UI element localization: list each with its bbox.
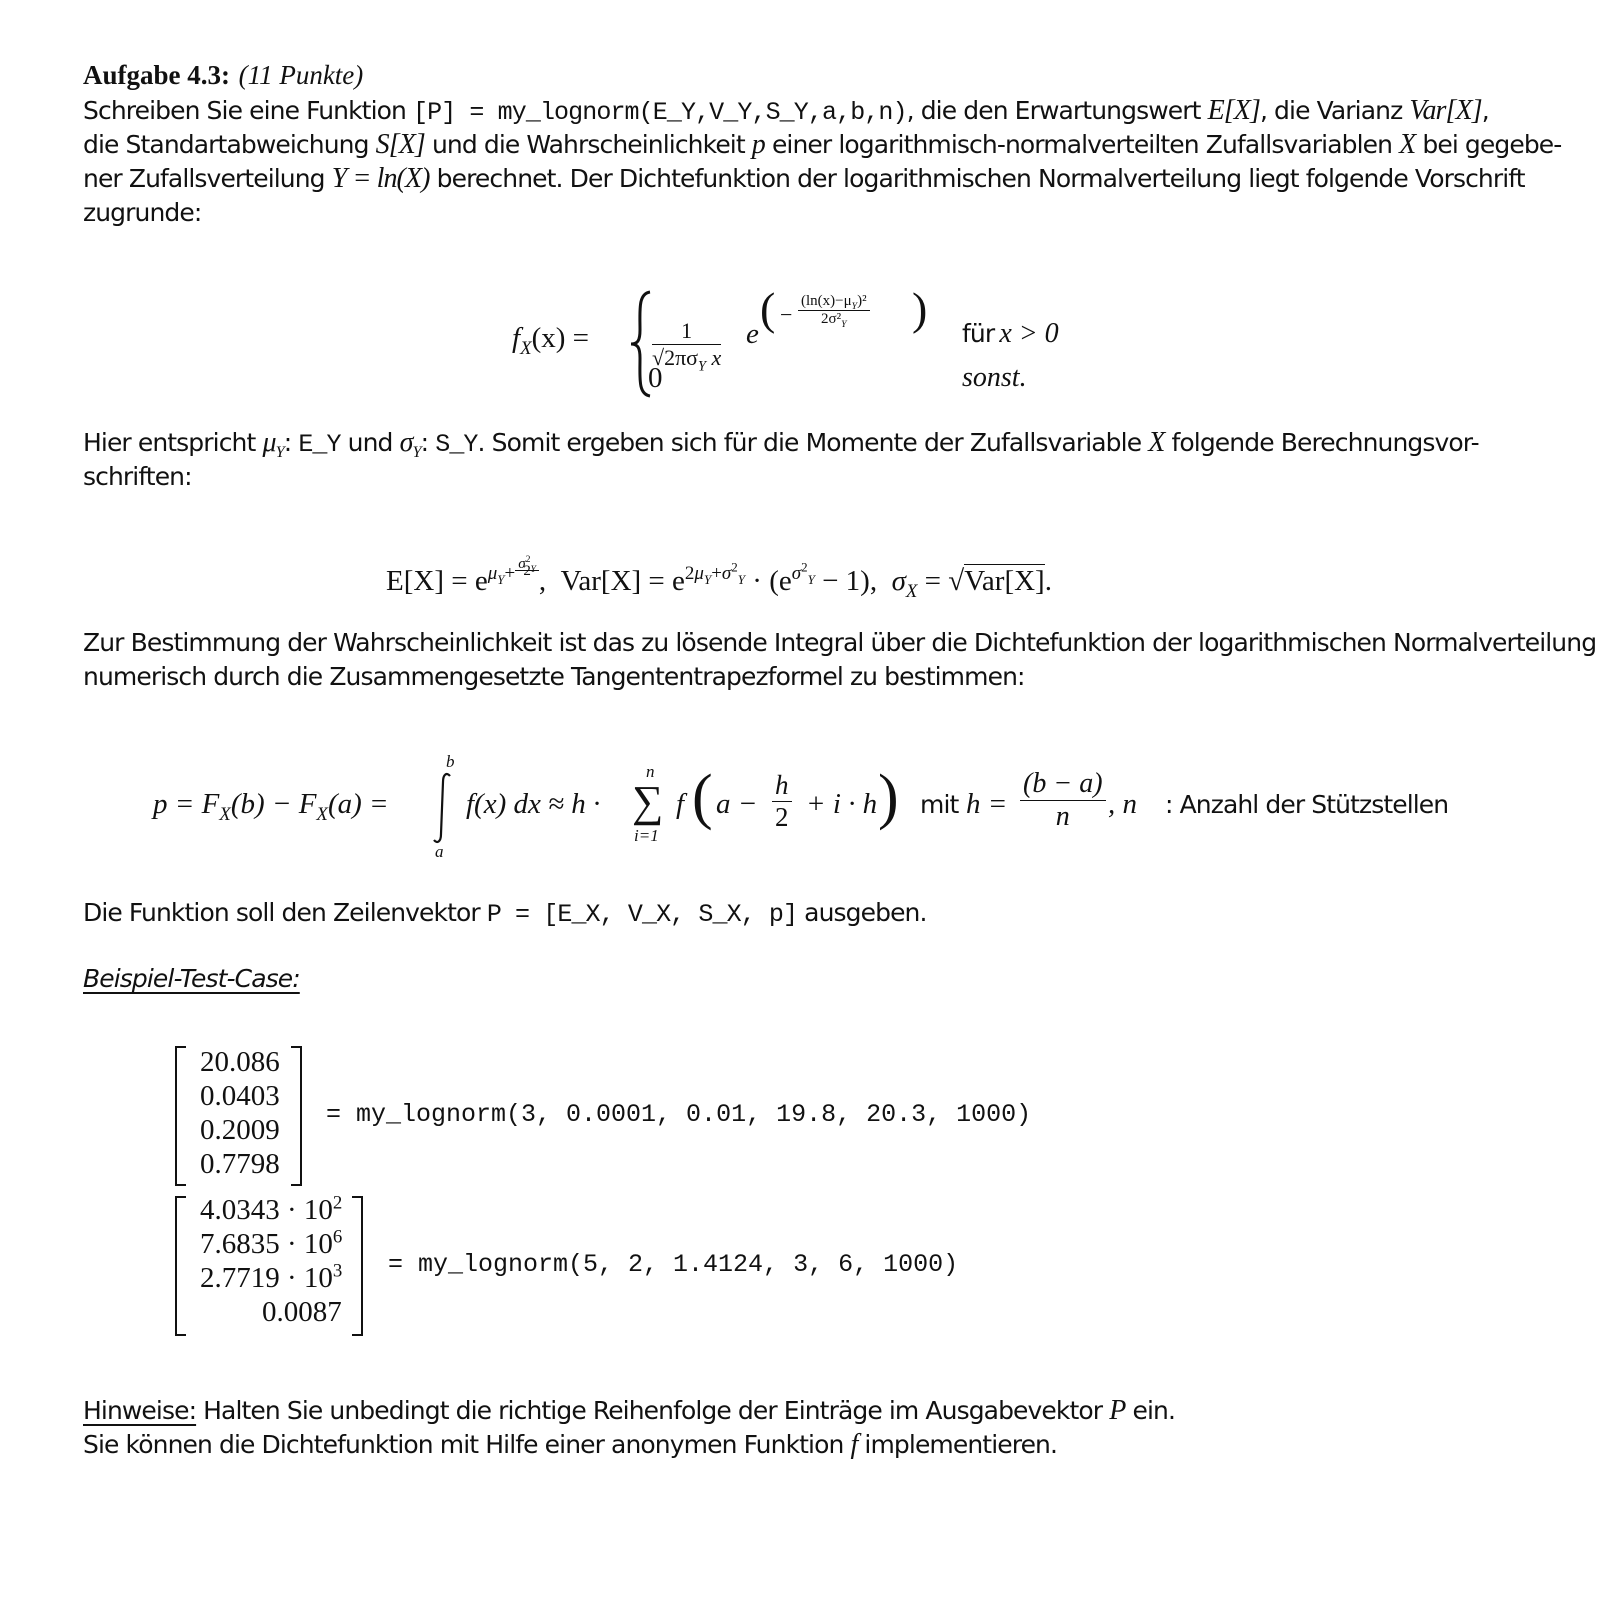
test-case-label: Beispiel-Test-Case:: [83, 964, 300, 993]
task-title: Aufgabe 4.3:: [83, 60, 230, 90]
result-value: 20.086: [200, 1046, 280, 1078]
matrix-bracket-left: [175, 1196, 186, 1336]
moments-formula: [386, 554, 1052, 602]
matrix-bracket-right: [291, 1046, 302, 1186]
output-description: Die Funktion soll den Zeilenvektor P = [E_X, V_X, S_X, p] ausgeben.: [83, 898, 927, 929]
sum-function: f: [676, 788, 685, 820]
sum-upper-limit: n: [646, 762, 655, 781]
sum-term-end: + i · h: [806, 788, 878, 820]
mapping-line-2: schriften:: [83, 462, 192, 491]
expected-value-formula: $E[X] = e^{\mu_Y+ \frac{\sigma^2_Y}{2}}$ ,: [386, 554, 547, 597]
result-value: 0.2009: [200, 1114, 280, 1146]
integral-lower-limit: a: [435, 842, 444, 861]
exp-paren-right: ): [912, 283, 928, 334]
probability-lhs: $p = F_X(b) - F_X(a)$ =: [153, 788, 389, 825]
result-value: 0.7798: [200, 1148, 280, 1180]
function-call: = my_lognorm(5, 2, 1.4124, 3, 6, 1000): [388, 1250, 959, 1279]
mit-label: mit: [920, 790, 959, 819]
exp-minus: −: [780, 302, 793, 327]
sum-paren-left: (: [692, 763, 713, 831]
step-size-fraction: $\frac{(b - a)}{n}$: [1020, 768, 1106, 833]
integral-line-1: Zur Bestimmung der Wahrscheinlichkeit ist das zu lösende Integral über die Dichtefunktion der logarithmischen Normalverteilung: [83, 628, 1597, 657]
function-signature: [P] = my_lognorm(E_Y,V_Y,S_Y,a,b,n): [413, 98, 907, 127]
function-call: = my_lognorm(3, 0.0001, 0.01, 19.8, 20.3, 1000): [326, 1100, 1032, 1129]
intro-line-3: ner Zufallsverteilung Y = ln(X) berechnet. Der Dichtefunktion der logarithmischen Normalverteilung liegt folgende Vorschrift: [83, 163, 1525, 194]
exponent-fraction: $\frac{(\ln(x)-\mu_Y)^2}{2\sigma^2_Y}$: [798, 293, 870, 328]
std-dev-formula: $\sigma_X = √Var[X]$.: [891, 564, 1052, 602]
result-value: $4.0343 \cdot 10^2$: [200, 1192, 343, 1226]
intro-line-4: zugrunde:: [83, 198, 202, 227]
density-lhs: $f_X(x)$ =: [512, 322, 589, 359]
sum-term-start: a −: [716, 788, 758, 820]
result-value: 0.0403: [200, 1080, 280, 1112]
integral-sign-icon: [430, 772, 454, 844]
sum-paren-right: ): [878, 763, 899, 831]
hint-line-1: Hinweise: Halten Sie unbedingt die richtige Reihenfolge der Einträge im Ausgabevektor P ein.: [83, 1395, 1176, 1426]
output-vector-code: P = [E_X, V_X, S_X, p]: [486, 900, 798, 929]
half-step-fraction: $\frac{h}{2}$: [772, 770, 792, 833]
result-value: $7.6835 \cdot 10^6$: [200, 1226, 343, 1260]
hint-line-2: Sie können die Dichtefunktion mit Hilfe einer anonymen Funktion f implementieren.: [83, 1429, 1058, 1460]
integrand: f(x) dx ≈ h ·: [466, 788, 601, 820]
result-value: 0.0087: [262, 1296, 342, 1328]
case2-value: 0: [648, 362, 663, 394]
variance-formula: $Var[X] = e^{2\mu_Y+\sigma^2_Y} \cdot (e^{\sigma^2_Y} - 1)$,: [560, 559, 878, 597]
matrix-bracket-right: [352, 1196, 363, 1336]
n-description: : Anzahl der Stützstellen: [1165, 790, 1449, 819]
n-variable: , n: [1108, 788, 1137, 820]
integral-upper-limit: b: [446, 752, 455, 771]
density-coefficient: $\frac{1}{√2\pi\sigma_Y x}$: [652, 318, 722, 375]
sum-lower-limit: i=1: [634, 826, 659, 845]
task-points: (11 Punkte): [238, 60, 364, 90]
intro-line-1: Schreiben Sie eine Funktion [P] = my_lognorm(E_Y,V_Y,S_Y,a,b,n), die den Erwartungswert E[X], die Varianz Var[X],: [83, 95, 1489, 127]
matrix-bracket-left: [175, 1046, 186, 1186]
mapping-line-1: Hier entspricht $\mu_Y$: E_Y und $\sigma_Y$: S_Y. Somit ergeben sich für die Momente der Zufallsvariable X folgende Berechnungsvor-: [83, 427, 1479, 461]
case2-condition: sonst.: [962, 362, 1027, 393]
hints-label: Hinweise:: [83, 1396, 197, 1425]
result-value: $2.7719 \cdot 10^3$: [200, 1260, 343, 1294]
intro-line-2: die Standartabweichung S[X] und die Wahrscheinlichkeit p einer logarithmisch-normalverteilten Zufallsvariablen X bei gegebe-: [83, 129, 1562, 160]
integral-line-2: numerisch durch die Zusammengesetzte Tangententrapezformel zu bestimmen:: [83, 662, 1025, 691]
exp-paren-left: (: [760, 283, 776, 334]
step-size-lhs: h =: [966, 788, 1008, 820]
sum-sign-icon: ∑: [632, 777, 664, 826]
task-heading: [83, 60, 363, 91]
case1-condition: für x > 0: [962, 318, 1059, 349]
exp-base: e: [746, 318, 759, 350]
